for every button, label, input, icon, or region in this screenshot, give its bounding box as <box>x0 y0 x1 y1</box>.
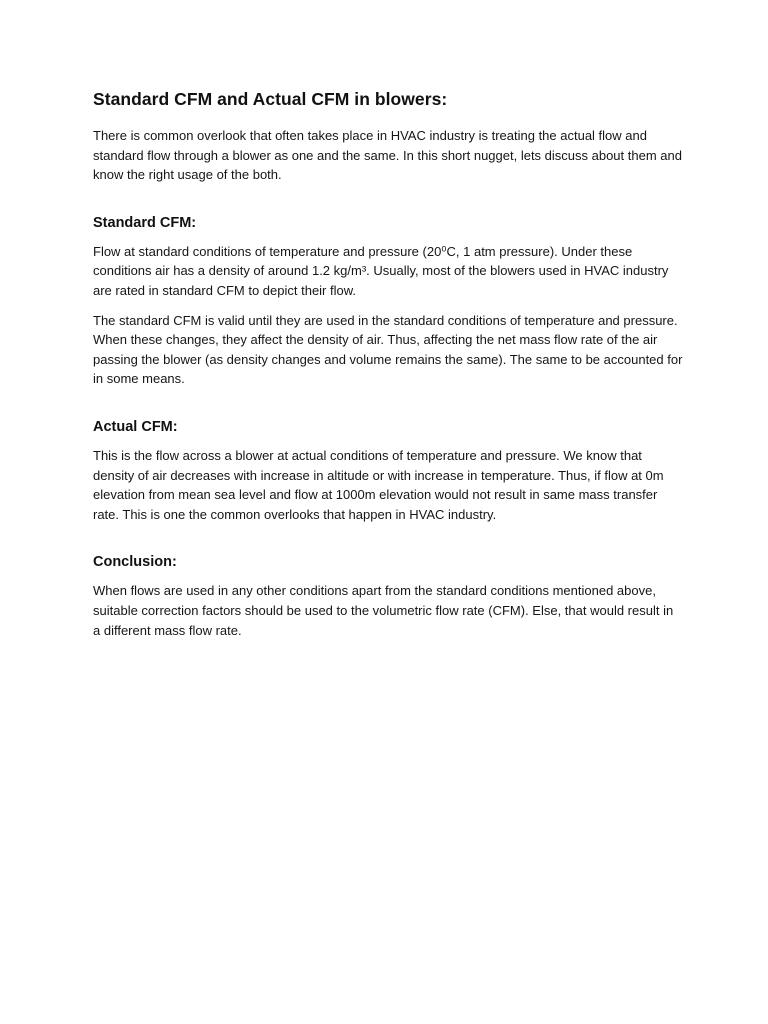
actual-cfm-paragraph: This is the flow across a blower at actual conditions of temperature and pressure. We know that density of air decreases with increase in altitude or with increase in temperature. Thus, if flow at 0m elevation from mean sea level and flow at 1000m elevation would not result in same mass transfer rate. This is one the common overlooks that happen in HVAC industry. <box>93 447 664 522</box>
standard-cfm-paragraph-1: Flow at standard conditions of temperature and pressure (20⁰C, 1 atm pressure). Under these conditions air has a density of around 1.2 kg/m³. Usually, most of the blowers used in HVAC industry are rated in standard CFM to depict their flow. <box>93 243 669 298</box>
intro-paragraph: There is common overlook that often takes place in HVAC industry is treating the actual flow and standard flow through a blower as one and the same. In this short nugget, lets discuss about them and know the right usage of the both. <box>93 128 682 183</box>
standard-cfm-paragraph-2: The standard CFM is valid until they are used in the standard conditions of temperature and pressure. When these changes, they affect the density of air. Thus, affecting the net mass flow rate of the air passing the blower (as density changes and volume remains the same). The same to be accounted for in some means. <box>93 312 683 387</box>
section-heading-standard-cfm: Standard CFM: <box>93 214 197 231</box>
document-page <box>93 86 683 650</box>
conclusion-paragraph: When flows are used in any other conditions apart from the standard conditions mentioned above, suitable correction factors should be used to the volumetric flow rate (CFM). Else, that would result in a different mass flow rate. <box>93 583 674 638</box>
section-heading-actual-cfm: Actual CFM: <box>93 418 178 435</box>
section-spacer <box>93 534 683 551</box>
section-heading-conclusion: Conclusion: <box>93 554 177 571</box>
document-title: Standard CFM and Actual CFM in blowers: <box>93 89 448 109</box>
section-spacer <box>93 195 683 212</box>
section-spacer <box>93 399 683 416</box>
